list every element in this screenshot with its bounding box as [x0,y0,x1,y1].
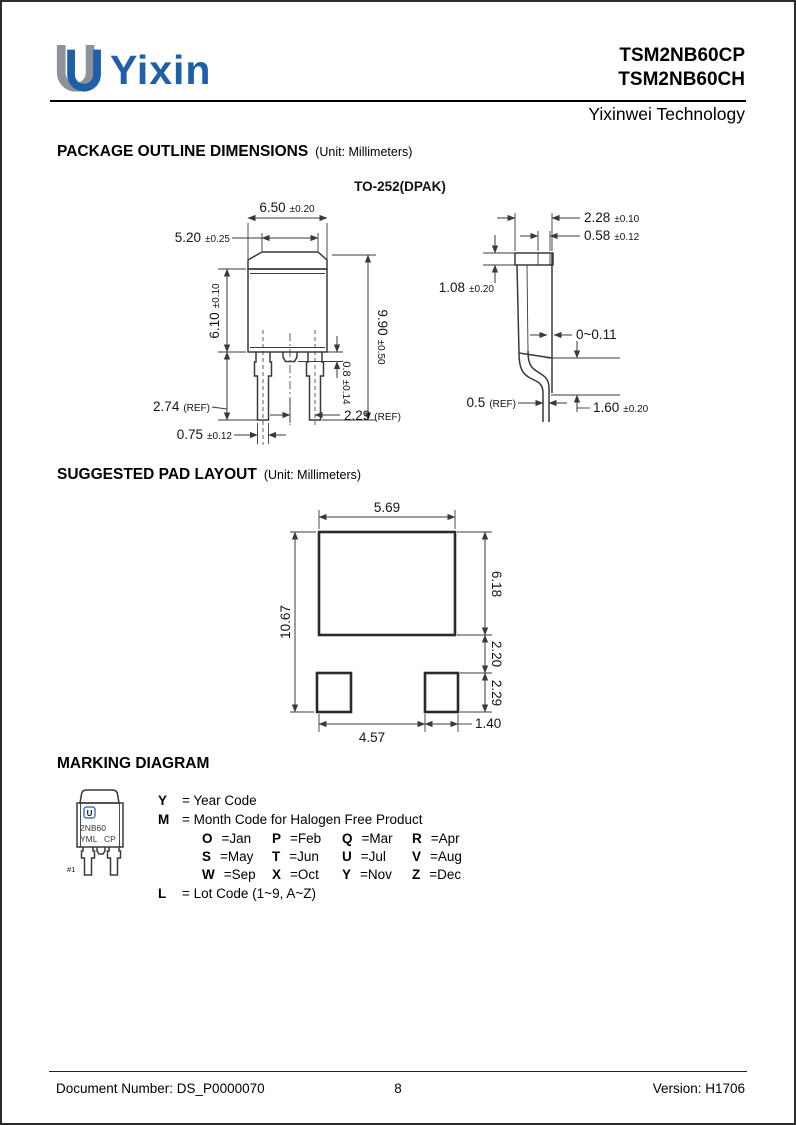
lot-code-letter: L [158,886,167,901]
month-cell: U =Jul [342,849,386,864]
dim-side-lead-width: 1.60 ±0.20 [593,400,649,415]
outline-unit-text: (Unit: Millimeters) [315,145,413,159]
company-logo [54,42,211,98]
logo-text: Yixin [110,46,212,93]
footer-rule [49,1071,747,1072]
month-cell: Y =Nov [342,867,392,882]
yixin-logo-icon [54,42,104,98]
package-outline-drawing [50,195,750,457]
chip-tab [80,790,119,803]
dim-front-pin-width: 0.75 ±0.12 [176,427,232,442]
dim-pad-height: 6.18 [489,570,504,598]
logo-blue-u [67,50,101,92]
legend-lot-row [158,885,658,903]
dim-pad-width: 5.69 [373,500,401,515]
pad-section-title [57,466,361,484]
month-cell: V =Aug [412,849,462,864]
month-code-table [202,830,658,884]
pad-pin-right [425,673,458,712]
dim-pad-total-height: 10.67 [278,605,293,639]
month-code-desc: = Month Code for Halogen Free Product [182,812,423,827]
dim-side-tab-step: 0.58 ±0.12 [584,228,640,243]
month-cell: Q =Mar [342,831,393,846]
chip-pin-left [82,847,95,875]
dim-pad-pitch: 4.57 [358,730,386,745]
company-name: Yixinwei Technology [588,104,745,124]
document-number: Document Number: DS_P0000070 [56,1081,265,1096]
chip-part-code: 2NB60 [80,823,106,833]
side-lead-outer [519,353,543,422]
dim-front-body-height: 6.10±0.10 [207,283,222,339]
lot-code-desc: = Lot Code (1~9, A~Z) [182,886,316,901]
dim-front-pin-pitch: 2.29 (REF) [344,408,401,423]
page-number: 8 [394,1081,402,1096]
dim-front-mid-pin: 0.8±0.14 [340,361,352,405]
side-body-left-edge [517,265,519,353]
outline-section-title [57,143,412,161]
chip-pin-right [108,847,121,875]
pad-title-text: SUGGESTED PAD LAYOUT [57,466,257,483]
dim-front-left-ref: 2.74 (REF) [153,399,210,414]
year-code-letter: Y [158,793,168,808]
chip-marking-suffix: CP [104,834,116,844]
dim-pad-pin-width: 1.40 [475,716,502,731]
pad-layout-drawing [260,500,550,750]
marking-legend [158,792,658,904]
part-number-1: TSM2NB60CP [619,45,745,66]
dim-pad-gap: 2.20 [489,640,504,668]
chip-marking-code: YML [80,834,98,844]
legend-year-row [158,792,658,810]
dim-front-top-width: 6.50 ±0.20 [259,200,315,215]
month-code-letter: M [158,812,170,827]
dim-side-tab-thickness: 1.08 ±0.20 [438,280,494,295]
dim-front-tab-width: 5.20 ±0.25 [174,230,230,245]
month-cell: S =May [202,849,254,864]
pad-main [319,532,455,635]
month-cell: W =Sep [202,867,256,882]
dim-side-standoff: 0~0.11 [576,327,617,342]
month-cell: P =Feb [272,831,322,846]
chip-pin1-label: #1 [67,865,76,874]
chip-logo-letter: U [86,809,93,818]
dim-side-tip-ref: 0.5 (REF) [466,395,516,410]
side-view [439,210,649,422]
marking-section-title [57,755,209,773]
version: Version: H1706 [652,1081,745,1096]
marking-title-text: MARKING DIAGRAM [57,755,210,772]
dim-front-total-height: 9.90±0.50 [375,309,390,365]
side-lead-inner [528,351,549,422]
legend-month-row [158,811,658,829]
pad-pin-left [317,673,351,712]
dim-side-thickness: 2.28 ±0.10 [584,210,640,225]
side-tab [515,253,553,265]
package-name: TO-252(DPAK) [354,179,446,194]
part-numbers [618,44,745,92]
month-cell: Z =Dec [412,867,462,882]
front-tab [248,252,327,269]
year-code-desc: = Year Code [182,793,257,808]
month-cell: X =Oct [272,867,319,882]
chip-pin-middle [97,847,105,854]
header-rule [50,100,746,102]
outline-title-text: PACKAGE OUTLINE DIMENSIONS [57,143,309,160]
dim-pad-pin-height: 2.29 [489,679,504,707]
month-cell: T =Jun [272,849,319,864]
pad-unit-text: (Unit: Millimeters) [263,468,362,482]
month-cell: O =Jan [202,831,252,846]
month-cell: R =Apr [412,831,460,846]
front-view [153,200,401,445]
part-number-2: TSM2NB60CH [618,69,745,90]
